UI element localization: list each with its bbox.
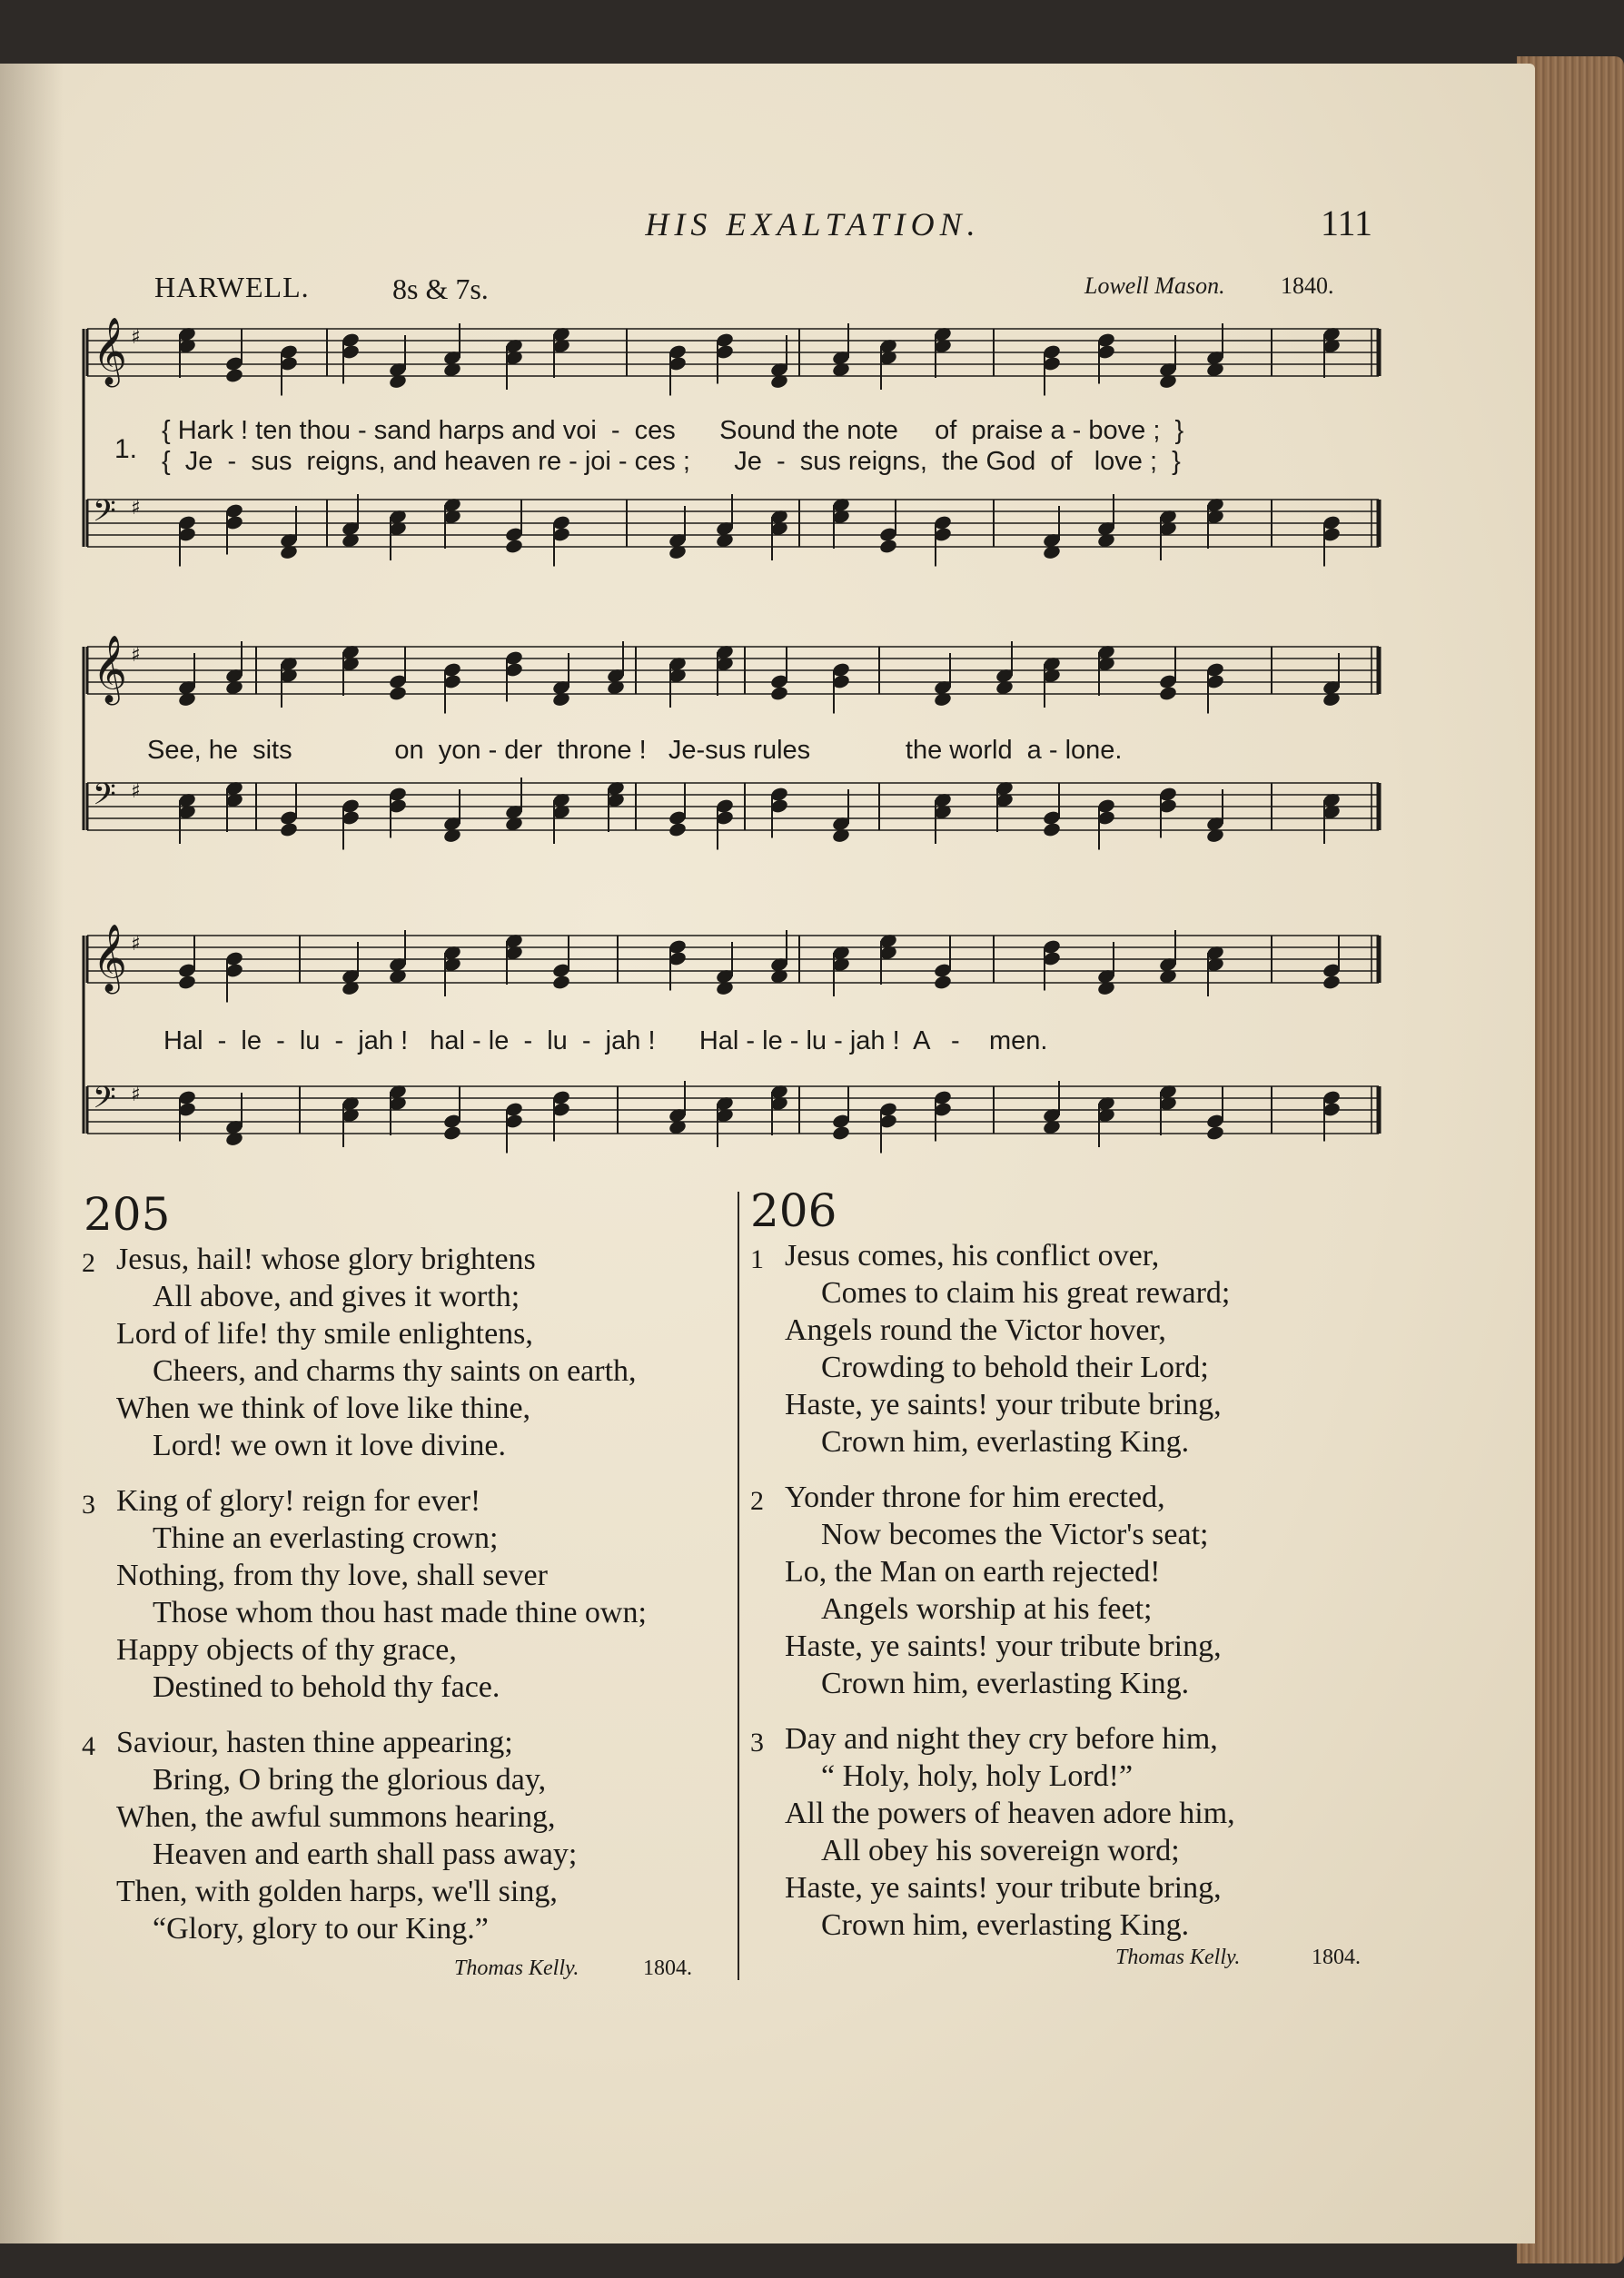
sharp-icon: ♯	[131, 933, 141, 956]
sharp-icon: ♯	[131, 1084, 141, 1106]
sharp-icon: ♯	[131, 326, 141, 349]
sharp-icon: ♯	[131, 497, 141, 520]
column-divider	[738, 1192, 739, 1980]
note-head	[933, 974, 952, 990]
tune-year: 1840.	[1281, 272, 1334, 299]
hymn-line: Crown him, everlasting King.	[821, 1425, 1190, 1459]
hymn-line: Thine an everlasting crown;	[153, 1521, 499, 1555]
note-head	[388, 685, 407, 701]
lyric-line: { Hark ! ten thou - sand harps and voi - ces Sound the note of praise a - bove ; }	[162, 416, 1184, 445]
bass-clef-icon: 𝄢	[93, 494, 116, 536]
note-head	[1158, 685, 1177, 701]
hymn-line: Then, with golden harps, we'll sing,	[116, 1875, 558, 1908]
note-head	[177, 974, 196, 990]
treble-clef-icon: 𝄞	[93, 636, 127, 703]
note-head	[668, 821, 687, 837]
hymn-line: Crowding to behold their Lord;	[821, 1351, 1209, 1384]
hymn-line: All above, and gives it worth;	[153, 1280, 520, 1313]
hymn-line: Crown him, everlasting King.	[821, 1667, 1190, 1700]
hymn-line: Comes to claim his great reward;	[821, 1276, 1231, 1310]
hymn-line: All obey his sovereign word;	[821, 1834, 1180, 1867]
hymn-line: Saviour, hasten thine appearing;	[116, 1726, 513, 1759]
hymn-line: Haste, ye saints! your tribute bring,	[785, 1629, 1222, 1663]
hymn-205-year: 1804.	[643, 1956, 692, 1980]
lyric-line: See, he sits on yon - der throne ! Je-sus rules the world a - lone.	[147, 736, 1123, 765]
stanza-number: 4	[82, 1731, 95, 1761]
hymn-line: Angels round the Victor hover,	[785, 1313, 1166, 1347]
hymn-205-author: Thomas Kelly.	[454, 1956, 579, 1980]
sharp-icon: ♯	[131, 644, 141, 667]
note-head	[1042, 821, 1061, 837]
hymn-line: All the powers of heaven adore him,	[785, 1797, 1235, 1830]
hymn-line: Lord! we own it love divine.	[153, 1429, 507, 1462]
stanza-number: 3	[750, 1728, 764, 1758]
note-head	[224, 367, 243, 383]
hymn-line: When we think of love like thine,	[116, 1392, 531, 1425]
note-head	[878, 538, 897, 554]
hymn-line: Lord of life! thy smile enlightens,	[116, 1317, 533, 1351]
hymn-line: Those whom thou hast made thine own;	[153, 1596, 647, 1629]
hymn-line: When, the awful summons hearing,	[116, 1800, 556, 1834]
note-head	[1205, 1124, 1224, 1141]
lyric-line: Hal - le - lu - jah ! hal - le - lu - jah ! Hal - le - lu - jah ! A - men.	[163, 1026, 1048, 1055]
page-number: 111	[1321, 203, 1373, 243]
running-header-title: HIS EXALTATION.	[645, 206, 981, 243]
note-head	[831, 1124, 850, 1141]
sharp-icon: ♯	[131, 780, 141, 803]
note-head	[1322, 974, 1341, 990]
hymn-206-author: Thomas Kelly.	[1115, 1946, 1241, 1969]
tune-meter: 8s & 7s.	[392, 272, 489, 305]
note-head	[442, 1124, 461, 1141]
note-head	[551, 974, 570, 990]
note-head	[279, 821, 298, 837]
hymn-line: Day and night they cry before him,	[785, 1722, 1218, 1756]
hymn-line: Angels worship at his feet;	[821, 1592, 1153, 1626]
lyric-line: { Je - sus reigns, and heaven re - joi - ces ; Je - sus reigns, the God of love ; }	[162, 447, 1181, 476]
hymn-line: Jesus, hail! whose glory brightens	[116, 1243, 536, 1276]
hymn-line: Haste, ye saints! your tribute bring,	[785, 1871, 1222, 1905]
hymn-number-206: 206	[750, 1184, 837, 1237]
bass-clef-icon: 𝄢	[93, 1081, 116, 1123]
note-head	[504, 538, 523, 554]
note-head	[769, 685, 788, 701]
tune-composer: Lowell Mason.	[1084, 272, 1225, 299]
hymn-line: Destined to behold thy face.	[153, 1670, 500, 1704]
hymn-number-205: 205	[84, 1188, 171, 1241]
tune-name: HARWELL.	[154, 271, 310, 303]
hymn-line: Now becomes the Victor's seat;	[821, 1518, 1209, 1551]
verse-number: 1.	[114, 434, 138, 464]
bass-clef-icon: 𝄢	[93, 777, 116, 819]
hymn-line: Cheers, and charms thy saints on earth,	[153, 1354, 637, 1388]
hymn-206-year: 1804.	[1312, 1946, 1361, 1969]
hymn-line: Nothing, from thy love, shall sever	[116, 1559, 548, 1592]
hymn-line: Happy objects of thy grace,	[116, 1633, 457, 1667]
hymn-line: “Glory, glory to our King.”	[153, 1912, 489, 1946]
stanza-number: 1	[750, 1244, 764, 1274]
hymn-line: Haste, ye saints! your tribute bring,	[785, 1388, 1222, 1421]
hymn-line: “ Holy, holy, holy Lord!”	[821, 1759, 1134, 1793]
stanza-number: 2	[750, 1486, 764, 1516]
hymn-line: Crown him, everlasting King.	[821, 1908, 1190, 1942]
hymn-line: King of glory! reign for ever!	[116, 1484, 481, 1518]
hymn-line: Bring, O bring the glorious day,	[153, 1763, 547, 1797]
stanza-number: 3	[82, 1490, 95, 1520]
treble-clef-icon: 𝄞	[93, 318, 127, 385]
hymn-line: Heaven and earth shall pass away;	[153, 1837, 578, 1871]
stanza-number: 2	[82, 1248, 95, 1278]
hymn-line: Lo, the Man on earth rejected!	[785, 1555, 1161, 1589]
hymn-line: Jesus comes, his conflict over,	[785, 1239, 1160, 1273]
treble-clef-icon: 𝄞	[93, 925, 127, 992]
hymn-line: Yonder throne for him erected,	[785, 1481, 1165, 1514]
